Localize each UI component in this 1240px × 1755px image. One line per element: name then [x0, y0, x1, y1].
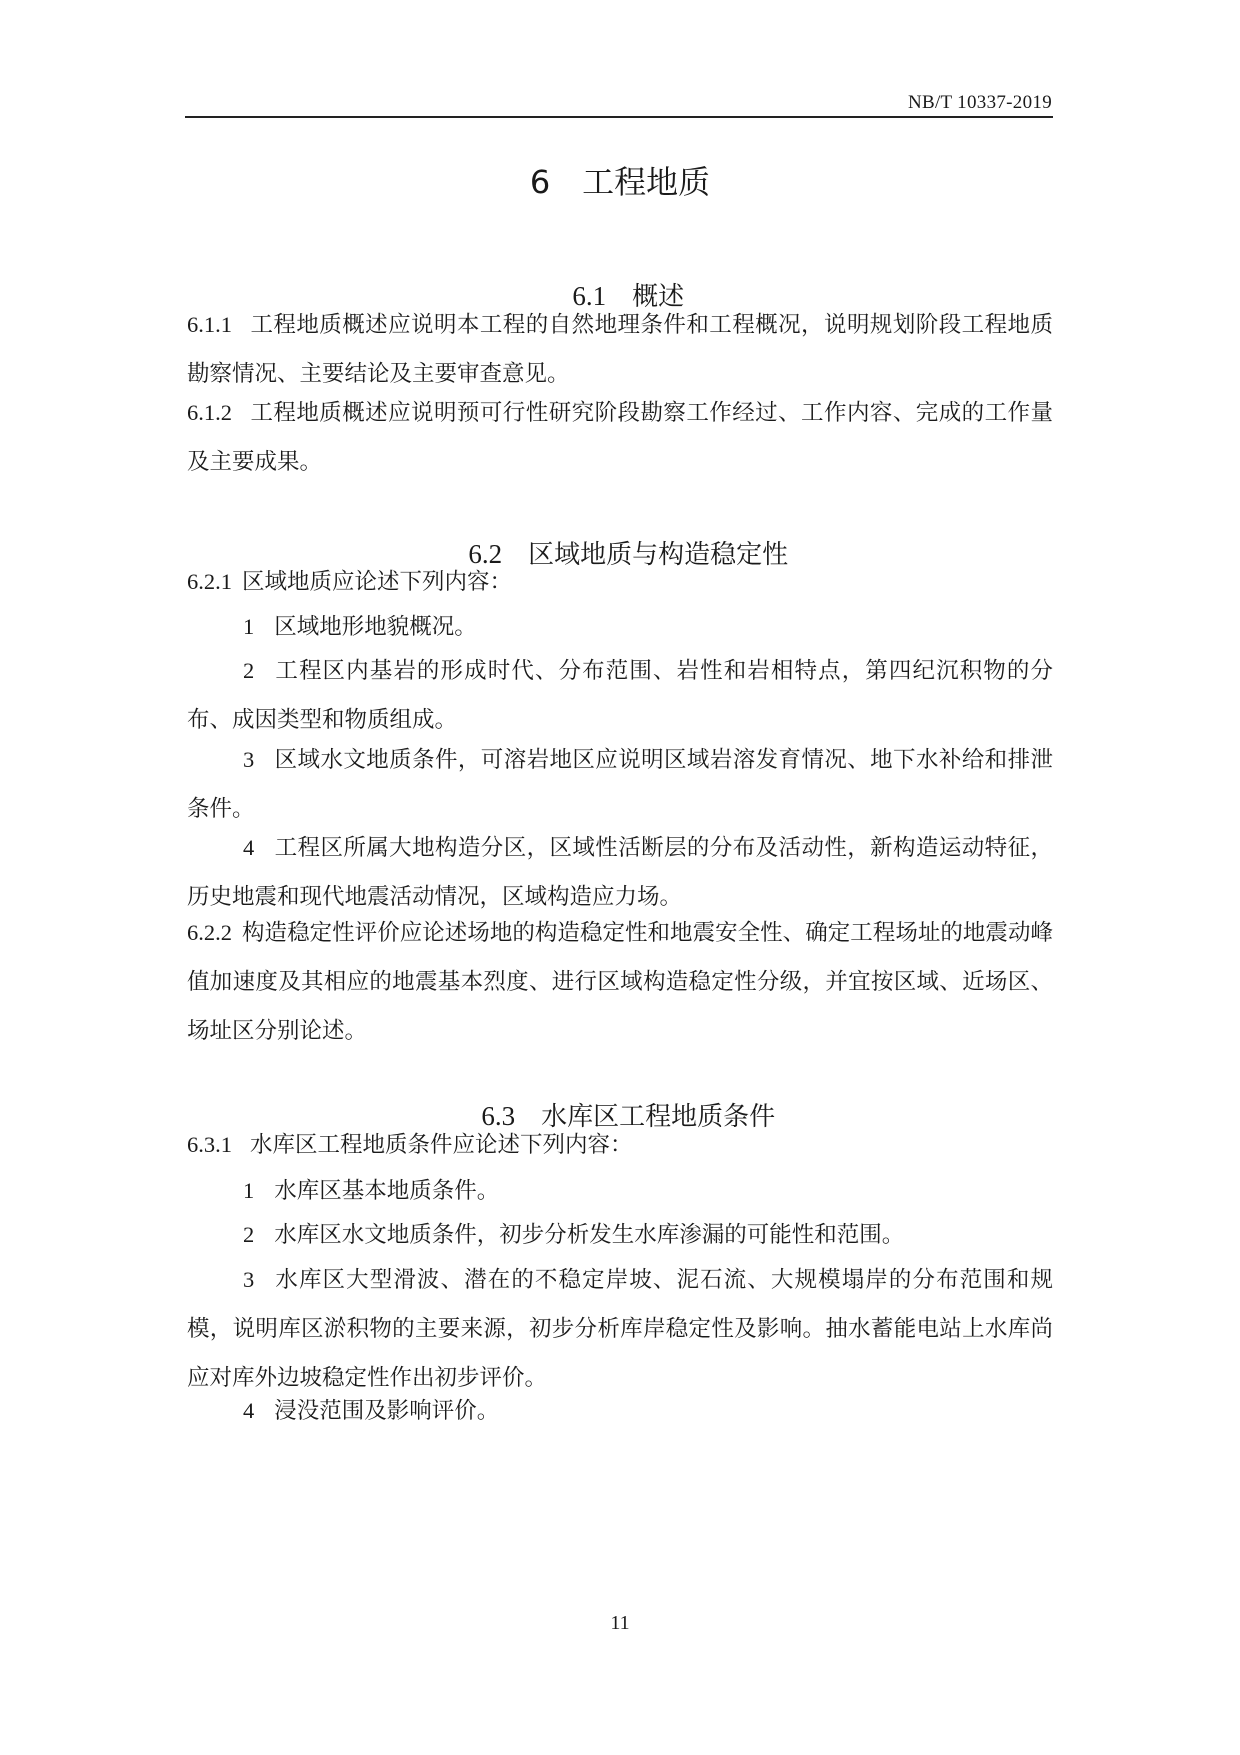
list-item [187, 646, 1053, 745]
item-text: 水库区水文地质条件，初步分析发生水库渗漏的可能性和范围。 [274, 1222, 905, 1248]
item-text: 水库区基本地质条件。 [274, 1178, 500, 1204]
list-item [187, 1255, 1053, 1403]
item-number: 4 [243, 1398, 255, 1423]
clause-number: 6.1.2 [187, 400, 232, 425]
page-number: 11 [610, 1612, 630, 1634]
standard-code: NB/T 10337-2019 [907, 92, 1052, 113]
list-item [187, 602, 1053, 652]
list-item [187, 1166, 1053, 1216]
clause-number: 6.1.1 [187, 312, 232, 337]
clause-text: 工程地质概述应说明预可行性研究阶段勘察工作经过、工作内容、完成的工作量及主要成果。 [187, 400, 1053, 475]
clause-text: 水库区工程地质条件应论述下列内容： [250, 1132, 633, 1158]
list-item [187, 1386, 1053, 1436]
list-item [187, 735, 1053, 834]
item-number: 2 [243, 1222, 255, 1247]
clause-6-3-1 [187, 1120, 1053, 1170]
item-number: 4 [243, 835, 255, 860]
item-number: 2 [243, 658, 255, 683]
item-text: 浸没范围及影响评价。 [274, 1398, 500, 1424]
item-number: 1 [243, 1178, 255, 1203]
clause-6-1-2 [187, 388, 1053, 487]
section-heading: 区域地质与构造稳定性 [528, 540, 789, 570]
section-heading: 概述 [632, 282, 685, 312]
section-number: 6.3 [481, 1101, 516, 1131]
item-number: 3 [243, 747, 255, 772]
clause-text: 区域地质应论述下列内容： [242, 569, 513, 595]
item-number: 1 [243, 614, 255, 639]
section-number: 6.1 [572, 281, 607, 311]
list-item [187, 1210, 1053, 1260]
item-text: 区域地形地貌概况。 [274, 614, 477, 640]
clause-6-2-1 [187, 557, 1053, 607]
item-text: 区域水文地质条件，可溶岩地区应说明区域岩溶发育情况、地下水补给和排泄条件。 [187, 747, 1053, 822]
item-number: 3 [243, 1267, 255, 1292]
clause-6-2-2 [187, 908, 1053, 1056]
clause-number: 6.2.2 [187, 920, 232, 945]
clause-number: 6.2.1 [187, 569, 232, 594]
item-text: 水库区大型滑波、潜在的不稳定岸坡、泥石流、大规模塌岸的分布范围和规模，说明库区淤积物的主要来源，初步分析库岸稳定性及影响。抽水蓄能电站上水库尚应对库外边坡稳定性作出初步评价。 [187, 1267, 1053, 1391]
section-heading: 水库区工程地质条件 [541, 1102, 776, 1132]
clause-text: 构造稳定性评价应论述场地的构造稳定性和地震安全性、确定工程场址的地震动峰值加速度及其相应的地震基本烈度、进行区域构造稳定性分级，并宜按区域、近场区、场址区分别论述。 [187, 920, 1053, 1044]
chapter-title: 6 工程地质 [529, 163, 711, 201]
clause-text: 工程地质概述应说明本工程的自然地理条件和工程概况，说明规划阶段工程地质勘察情况、主要结论及主要审查意见。 [187, 312, 1053, 387]
header-rule [185, 116, 1053, 118]
clause-number: 6.3.1 [187, 1132, 232, 1157]
item-text: 工程区内基岩的形成时代、分布范围、岩性和岩相特点，第四纪沉积物的分布、成因类型和物质组成。 [187, 658, 1053, 733]
item-text: 工程区所属大地构造分区，区域性活断层的分布及活动性，新构造运动特征，历史地震和现代地震活动情况，区域构造应力场。 [187, 835, 1053, 910]
clause-6-1-1 [187, 300, 1053, 399]
section-number: 6.2 [468, 539, 503, 569]
